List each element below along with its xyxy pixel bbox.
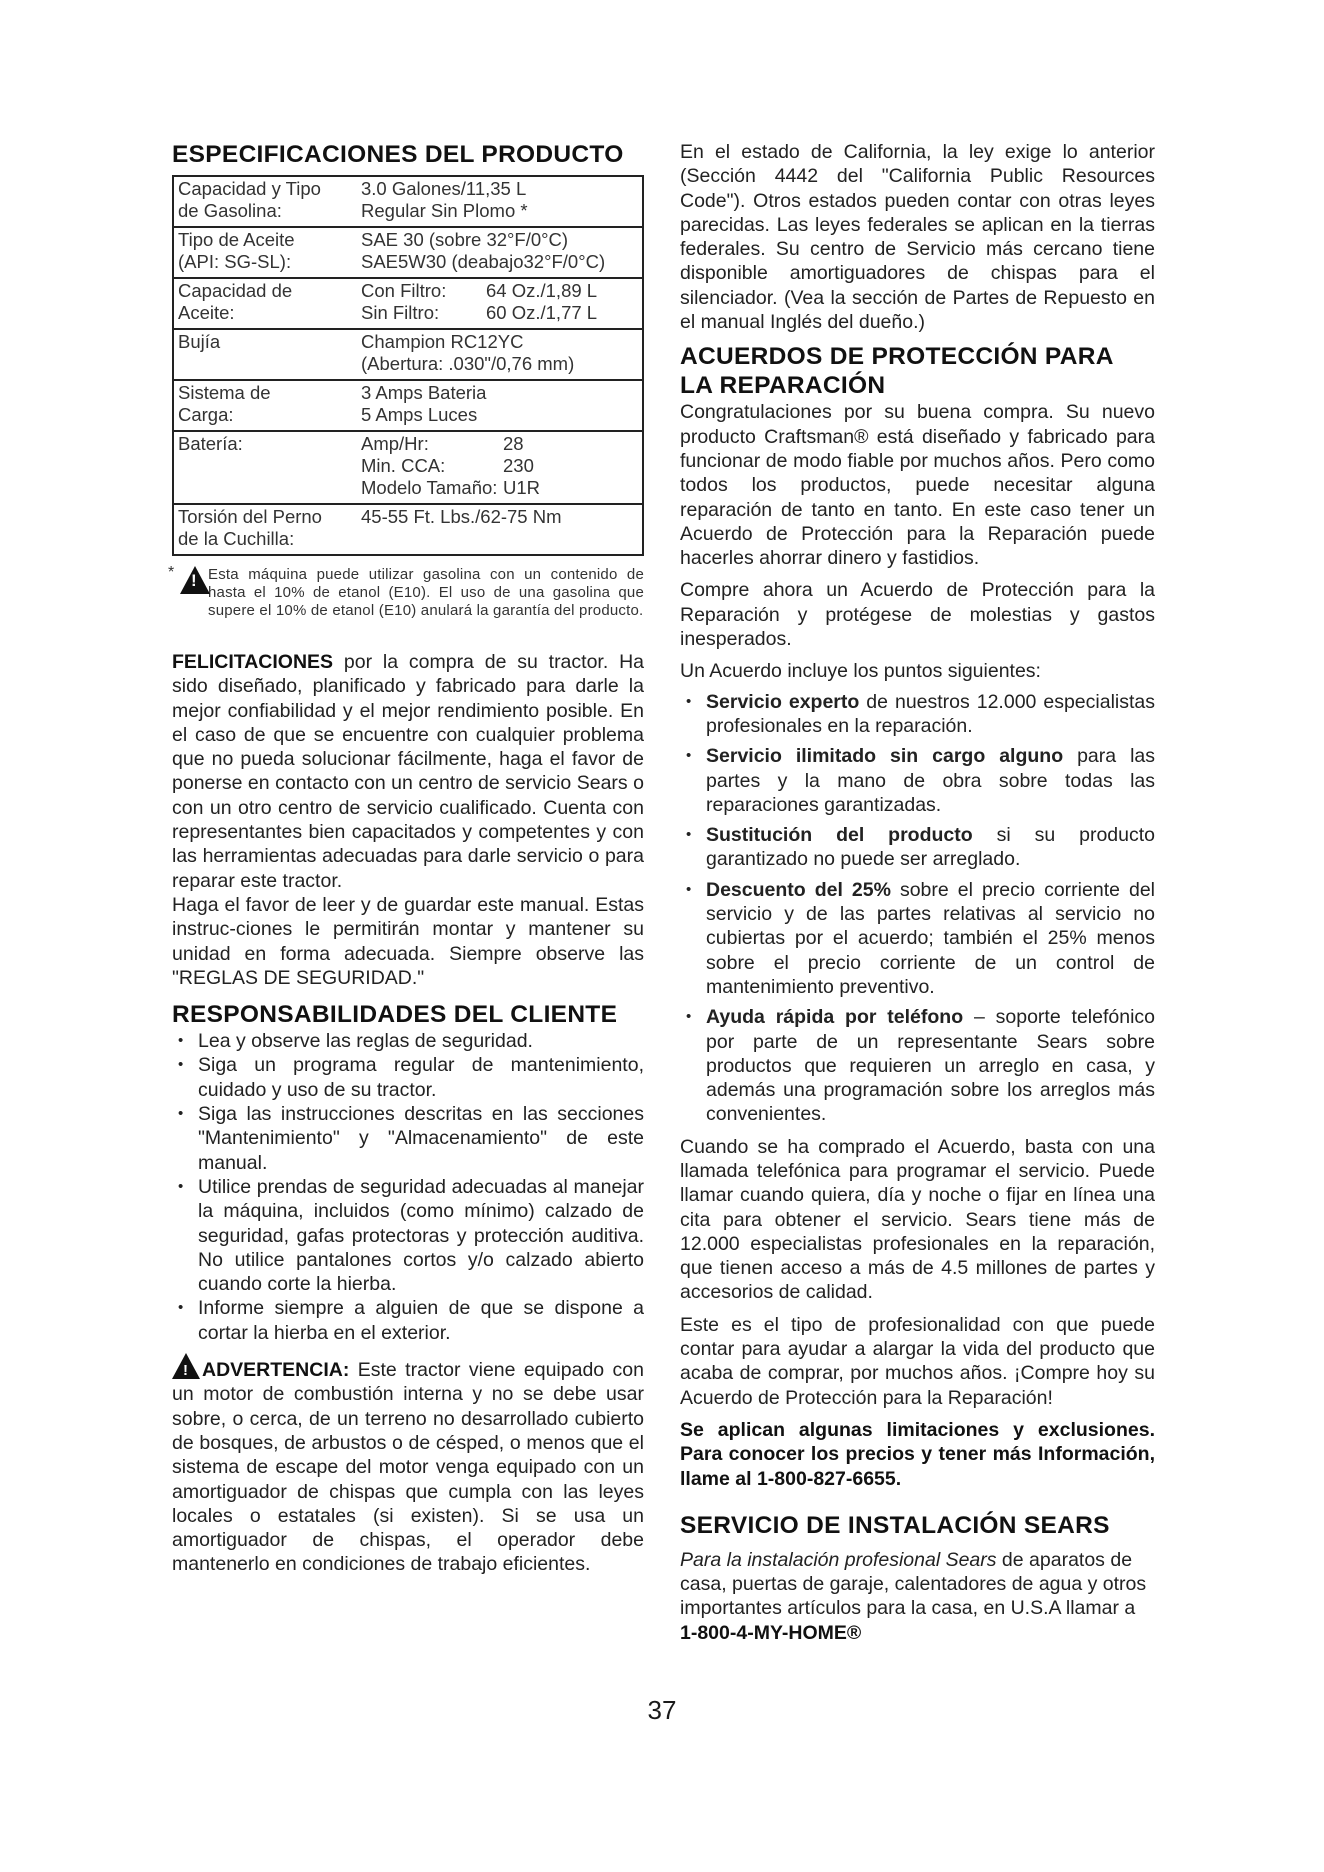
spec-label: Batería: — [178, 433, 243, 454]
spec-value: Champion RC12YC (Abertura: .030"/0,76 mm) — [361, 331, 575, 374]
spec-value: 3 Amps Bateria 5 Amps Luces — [361, 382, 487, 425]
spec-row — [173, 380, 643, 431]
acuerdos-p5: Este es el tipo de profesionalidad con que puede contar para ayudar a alargar la vida del producto que acaba de comprar, por muchos años. ¡Compre hoy su Acuerdo de Protección para la Reparación! — [680, 1313, 1155, 1409]
spec-row — [173, 176, 643, 227]
footnote-text: Esta máquina puede utilizar gasolina con un contenido de hasta el 10% de etanol (E10). El uso de una gasolina que supere el 10% de etanol (E10) anulará la garantía del producto. — [208, 566, 644, 619]
spec-value: Amp/Hr: 28 Min. CCA: 230 Modelo Tamaño: U1R — [361, 433, 541, 498]
spec-title: ESPECIFICACIONES DEL PRODUCTO — [172, 141, 624, 168]
instalacion-phone: 1-800-4-MY-HOME® — [680, 1621, 862, 1644]
left-column — [168, 140, 644, 1577]
list-item: • Sustitución del producto si su producto garantizado no puede ser arreglado. — [680, 823, 1155, 872]
spec-label: Sistema de Carga: — [178, 382, 271, 425]
spec-value: SAE 30 (sobre 32°F/0°C) SAE5W30 (deabajo32°F/0°C) — [361, 229, 606, 272]
right-column — [680, 140, 1155, 1645]
ethanol-footnote — [168, 564, 644, 620]
list-item: • Servicio experto de nuestros 12.000 especialistas profesionales en la reparación. — [680, 690, 1155, 739]
acuerdos-list — [680, 690, 1155, 1127]
spec-value: Con Filtro: 64 Oz./1,89 L Sin Filtro: 60 Oz./1,77 L — [361, 280, 598, 323]
list-item: • Descuento del 25% sobre el precio corriente del servicio y de las partes relativas al servicio no cubiertas por el acuerdo; también el 25% menos sobre el precio corriente de un control de mantenimiento preventivo. — [680, 878, 1155, 999]
advertencia-text: Este tractor viene equipado con un motor de combustión interna y no se debe usar sobre, o cerca, de un terreno no desarrollado cubierto de bosques, de arbustos o de césped, o menos que el sistema de escape del motor venga equipado con un amortiguador de chispas que cumpla con las leyes locales o estatales (si existen). Si se usa un amortiguador de chispas, el operador debe mantenerlo en condiciones de trabajo eficientes. — [172, 1359, 644, 1576]
acuerdos-title-2: LA REPARACIÓN — [680, 372, 886, 400]
list-item: • Servicio ilimitado sin cargo alguno para las partes y la mano de obra sobre todas las reparaciones garantizadas. — [680, 744, 1155, 817]
spec-label: Capacidad y Tipo de Gasolina: — [178, 178, 321, 221]
list-item: • Lea y observe las reglas de seguridad. — [172, 1029, 644, 1053]
acuerdos-p3: Un Acuerdo incluye los puntos siguientes: — [680, 660, 1041, 683]
spec-label: Torsión del Perno de la Cuchilla: — [178, 506, 322, 549]
page-number: 37 — [647, 1695, 677, 1725]
spec-value: 3.0 Galones/11,35 L Regular Sin Plomo * — [361, 178, 528, 221]
warning-icon: ! — [172, 1355, 202, 1379]
advertencia-paragraph — [172, 1355, 644, 1577]
instalacion-title: SERVICIO DE INSTALACIÓN SEARS — [680, 1511, 1110, 1539]
advertencia-lead: ADVERTENCIA: — [202, 1359, 350, 1382]
manual-paragraph: Haga el favor de leer y de guardar este manual. Estas instruc-ciones le permitirán montar y mantener su unidad en forma adecuada. Siempre observe las "REGLAS DE SEGURIDAD." — [172, 893, 644, 989]
spec-label: Bujía — [178, 331, 221, 352]
acuerdos-title-1: ACUERDOS DE PROTECCIÓN PARA — [680, 343, 1114, 371]
spec-label: Capacidad de Aceite: — [178, 280, 293, 323]
spec-row — [173, 431, 643, 504]
instalacion-paragraph: Para la instalación profesional Sears de aparatos de casa, puertas de garaje, calentadores de agua y otros importantes artículos para la casa, en U.S.A llamar a — [680, 1548, 1147, 1620]
list-item: • Ayuda rápida por teléfono – soporte telefónico por parte de un representante Sears sobre productos que requieren un arreglo en casa, y además una programación sobre los arreglos más convenientes. — [680, 1005, 1155, 1126]
spec-row — [173, 278, 643, 329]
list-item: • Utilice prendas de seguridad adecuadas al manejar la máquina, incluidos (como mínimo) calzado de seguridad, gafas protectoras y protección auditiva. No utilice pantalones cortos y/o calzado abierto cuando corte la hierba. — [172, 1175, 644, 1296]
acuerdos-p1: Congratulaciones por su buena compra. Su nuevo producto Craftsman® está diseñado y fabricado para funcionar de modo fiable por muchos años. Pero como todos los productos, puede necesitar alguna reparación de tanto en tanto. En este caso tener un Acuerdo de Protección para la Reparación puede hacerles ahorrar dinero y fastidios. — [680, 401, 1155, 570]
list-item: • Siga las instrucciones descritas en las secciones "Mantenimiento" y "Almacenamiento" de este manual. — [172, 1102, 644, 1175]
acuerdos-p4: Cuando se ha comprado el Acuerdo, basta con una llamada telefónica para programar el servicio. Puede llamar cuando quiera, día y noche o fijar en línea una cita para obtener el servicio. Sears tiene más de 12.000 especialistas profesionales en la reparación, que tienen acceso a más de 4.5 millones de partes y accesorios de calidad. — [680, 1135, 1155, 1304]
felicitaciones-text: por la compra de su tractor. Ha sido diseñado, planificado y fabricado para darle la mejor confiabilidad y el mejor rendimiento posible. En el caso de que se encuentre con cualquier problema que no pueda solucionar fácilmente, haga el favor de ponerse en contacto con un centro de servicio Sears o con un otro centro de servicio cualificado. Cuenta con representantes bien capacitados y competentes y con las herramientas adecuadas para darle servicio o para reparar este tractor. — [172, 651, 644, 892]
felicitaciones-lead: FELICITACIONES — [172, 651, 334, 673]
list-item: • Informe siempre a alguien de que se dispone a cortar la hierba en el exterior. — [172, 1296, 644, 1345]
spec-row — [173, 227, 643, 278]
spec-row — [173, 329, 643, 380]
spec-label: Tipo de Aceite (API: SG-SL): — [178, 229, 295, 272]
spec-table — [172, 175, 644, 556]
spec-value: 45-55 Ft. Lbs./62-75 Nm — [361, 506, 562, 527]
responsabilidades-list — [172, 1029, 644, 1345]
list-item: • Siga un programa regular de mantenimiento, cuidado y uso de su tractor. — [172, 1053, 644, 1102]
spec-row — [173, 504, 643, 555]
acuerdos-p2: Compre ahora un Acuerdo de Protección para la Reparación y protégese de molestias y gastos inesperados. — [680, 579, 1155, 651]
acuerdos-p6: Se aplican algunas limitaciones y exclusiones. Para conocer los precios y tener más Información, llame al 1-800-827-6655. — [680, 1418, 1155, 1490]
warning-icon: * ! — [172, 566, 208, 620]
felicitaciones-paragraph — [172, 650, 644, 893]
responsabilidades-title: RESPONSABILIDADES DEL CLIENTE — [172, 1001, 618, 1029]
california-paragraph: En el estado de California, la ley exige lo anterior (Sección 4442 del "California Public Resources Code"). Otros estados pueden contar con otras leyes parecidas. Las leyes federales se aplican en la tierras federales. Su centro de Servicio más cercano tiene disponible amortiguadores de chispas para el silenciador. (Vea la sección de Partes de Repuesto en el manual Inglés del dueño.) — [680, 141, 1155, 334]
